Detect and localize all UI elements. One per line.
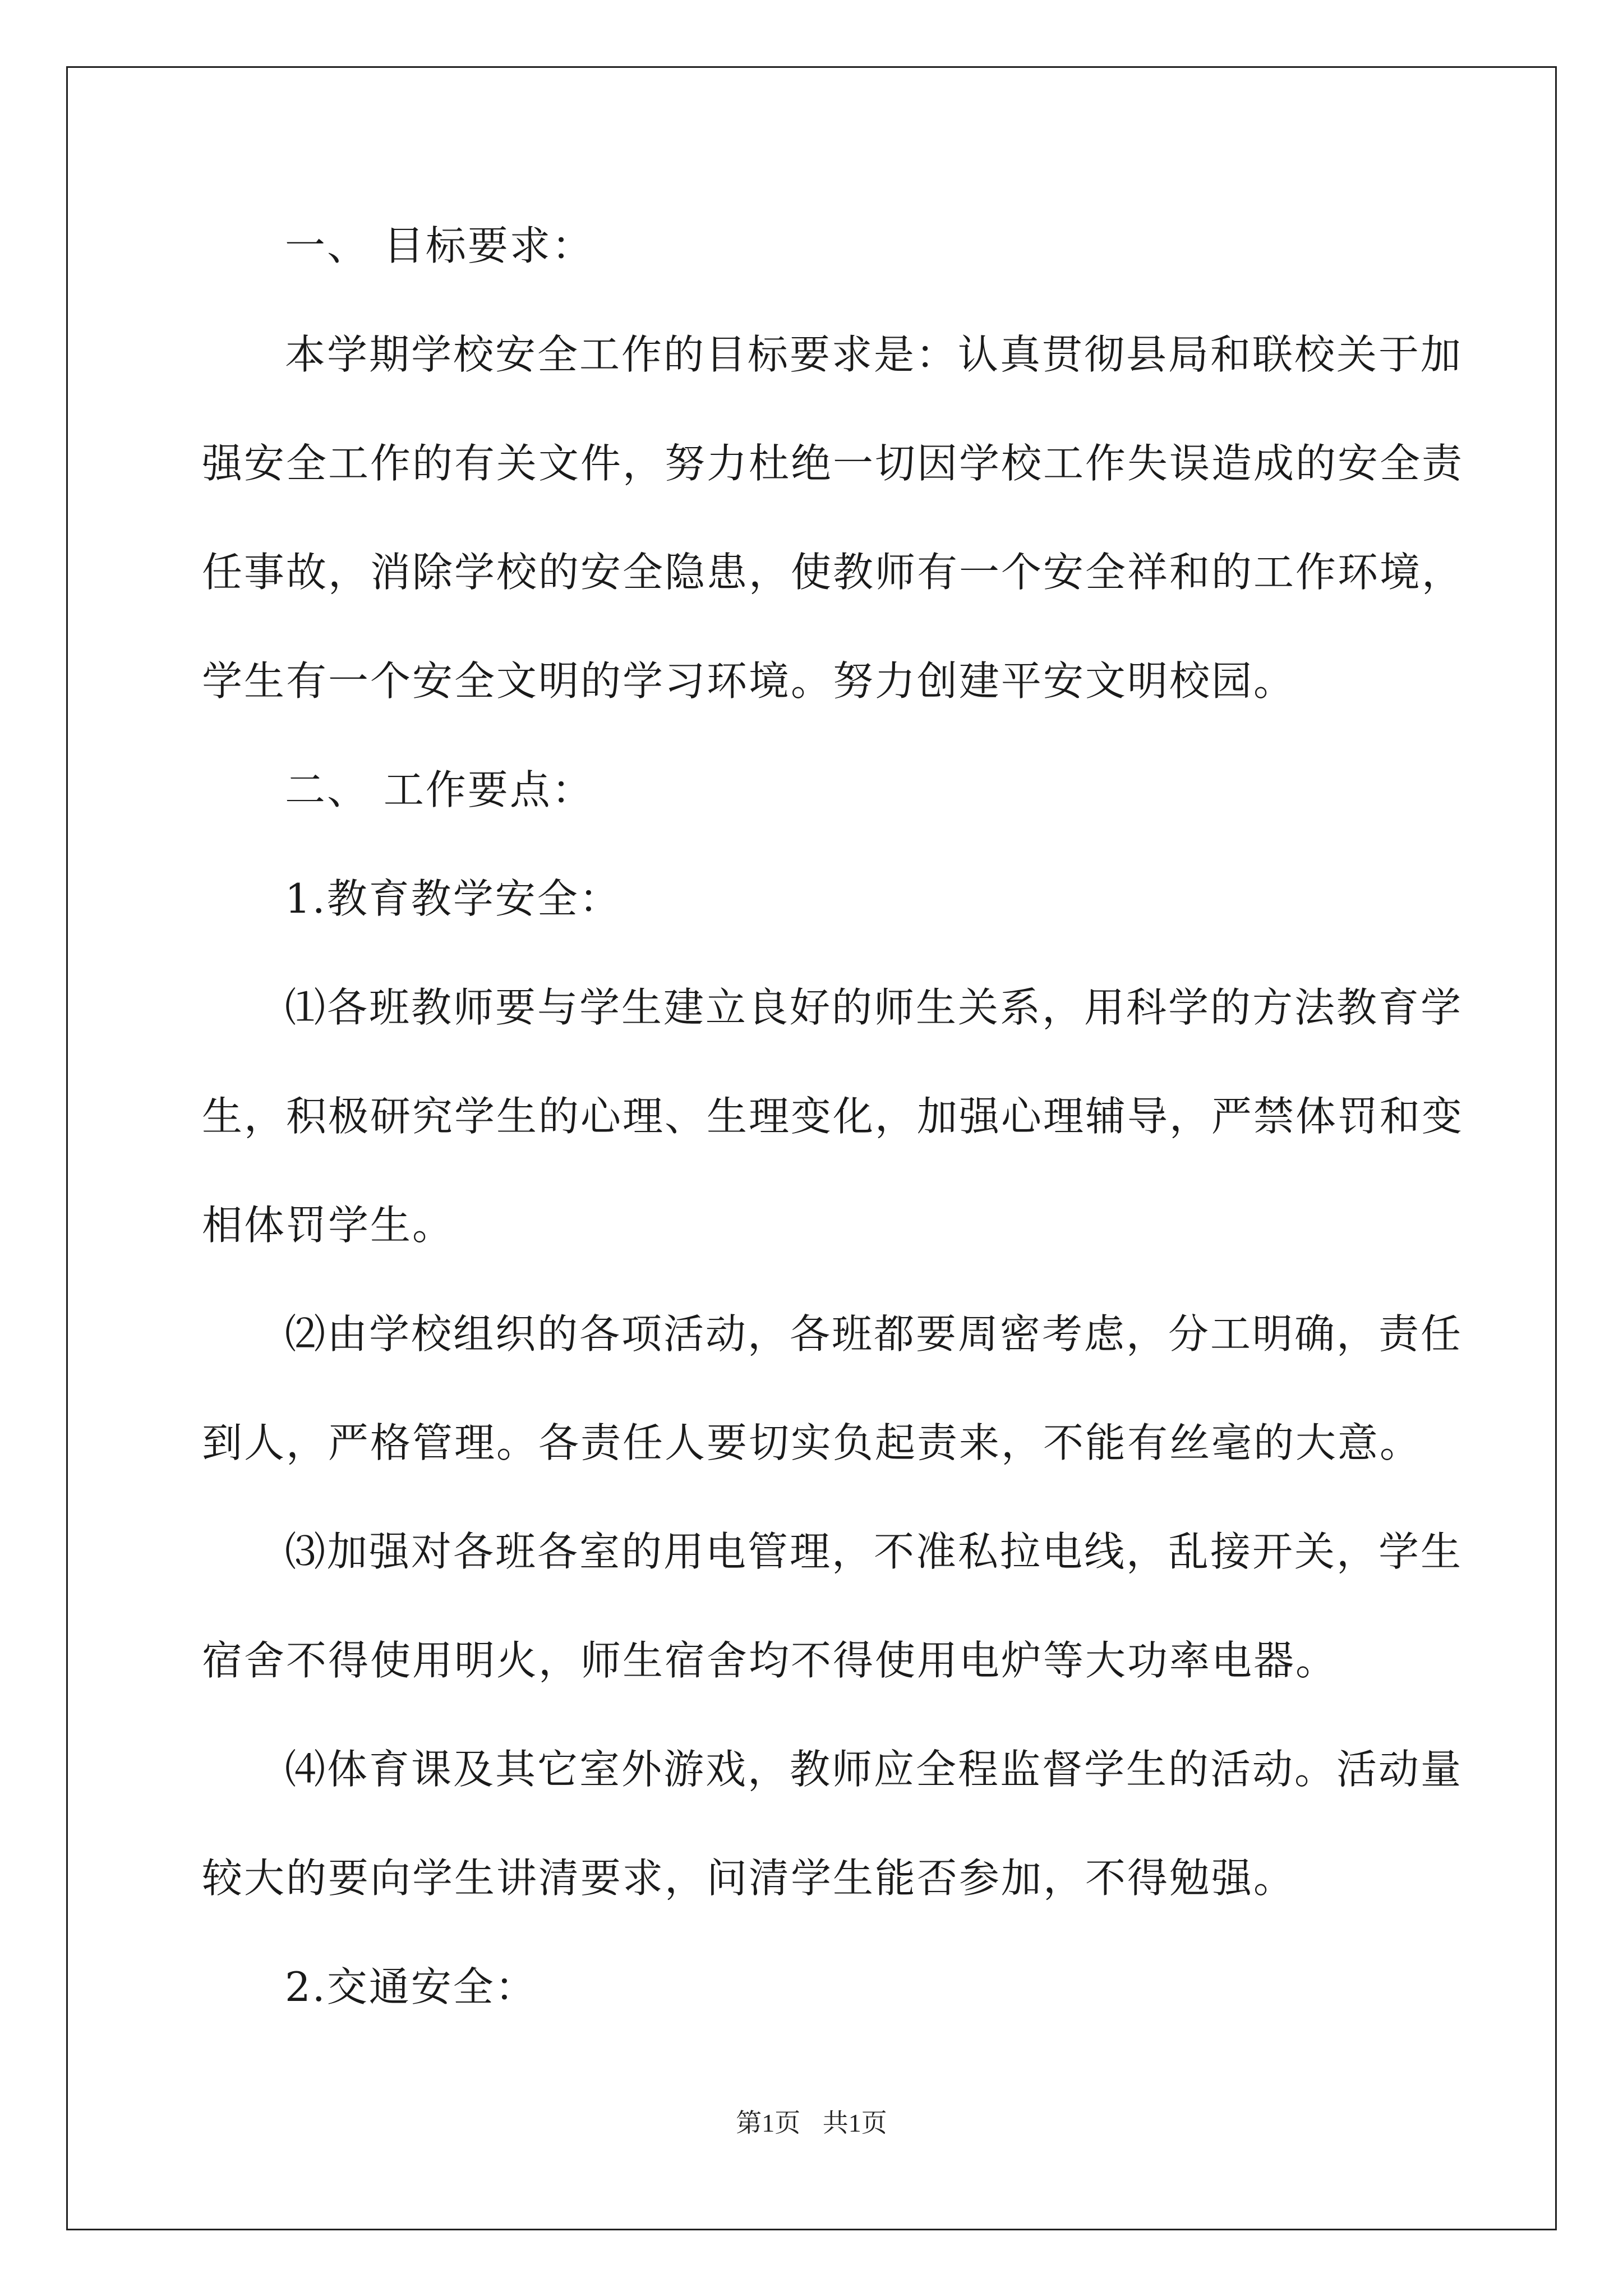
subsection-heading-traffic-safety: 2.交通安全： xyxy=(285,1963,537,2010)
paragraph-line: 相体罚学生。 xyxy=(202,1202,455,1249)
paragraph-line: 强安全工作的有关文件，努力杜绝一切因学校工作失误造成的安全责 xyxy=(202,440,1464,487)
subsection-heading-teaching-safety: 1.教育教学安全： xyxy=(285,875,621,922)
paragraph-line: ⑴各班教师要与学生建立良好的师生关系，用科学的方法教育学 xyxy=(285,984,1463,1031)
paragraph-line: 宿舍不得使用明火，师生宿舍均不得使用电炉等大功率电器。 xyxy=(202,1637,1338,1684)
section-heading-goals: 一、 目标要求： xyxy=(285,222,594,269)
paragraph-line: 本学期学校安全工作的目标要求是：认真贯彻县局和联校关于加 xyxy=(285,331,1463,378)
paragraph-line: 学生有一个安全文明的学习环境。努力创建平安文明校园。 xyxy=(202,657,1296,705)
paragraph-line: ⑷体育课及其它室外游戏，教师应全程监督学生的活动。活动量 xyxy=(285,1746,1463,1793)
paragraph-line: 到人，严格管理。各责任人要切实负起责来，不能有丝毫的大意。 xyxy=(202,1419,1422,1466)
paragraph-line: 生，积极研究学生的心理、生理变化，加强心理辅导，严禁体罚和变 xyxy=(202,1093,1464,1140)
section-heading-key-points: 二、 工作要点： xyxy=(285,766,594,813)
page-total: 共1页 xyxy=(822,2109,887,2137)
page-footer xyxy=(0,2106,1623,2140)
page-border xyxy=(66,66,1557,2230)
paragraph-line: 任事故，消除学校的安全隐患，使教师有一个安全祥和的工作环境， xyxy=(202,549,1464,596)
paragraph-line: 较大的要向学生讲清要求，问清学生能否参加，不得勉强。 xyxy=(202,1855,1296,1902)
page-number: 第1页 xyxy=(736,2109,801,2137)
paragraph-line: ⑵由学校组织的各项活动，各班都要周密考虑，分工明确，责任 xyxy=(285,1310,1463,1358)
paragraph-line: ⑶加强对各班各室的用电管理，不准私拉电线，乱接开关，学生 xyxy=(285,1528,1463,1575)
